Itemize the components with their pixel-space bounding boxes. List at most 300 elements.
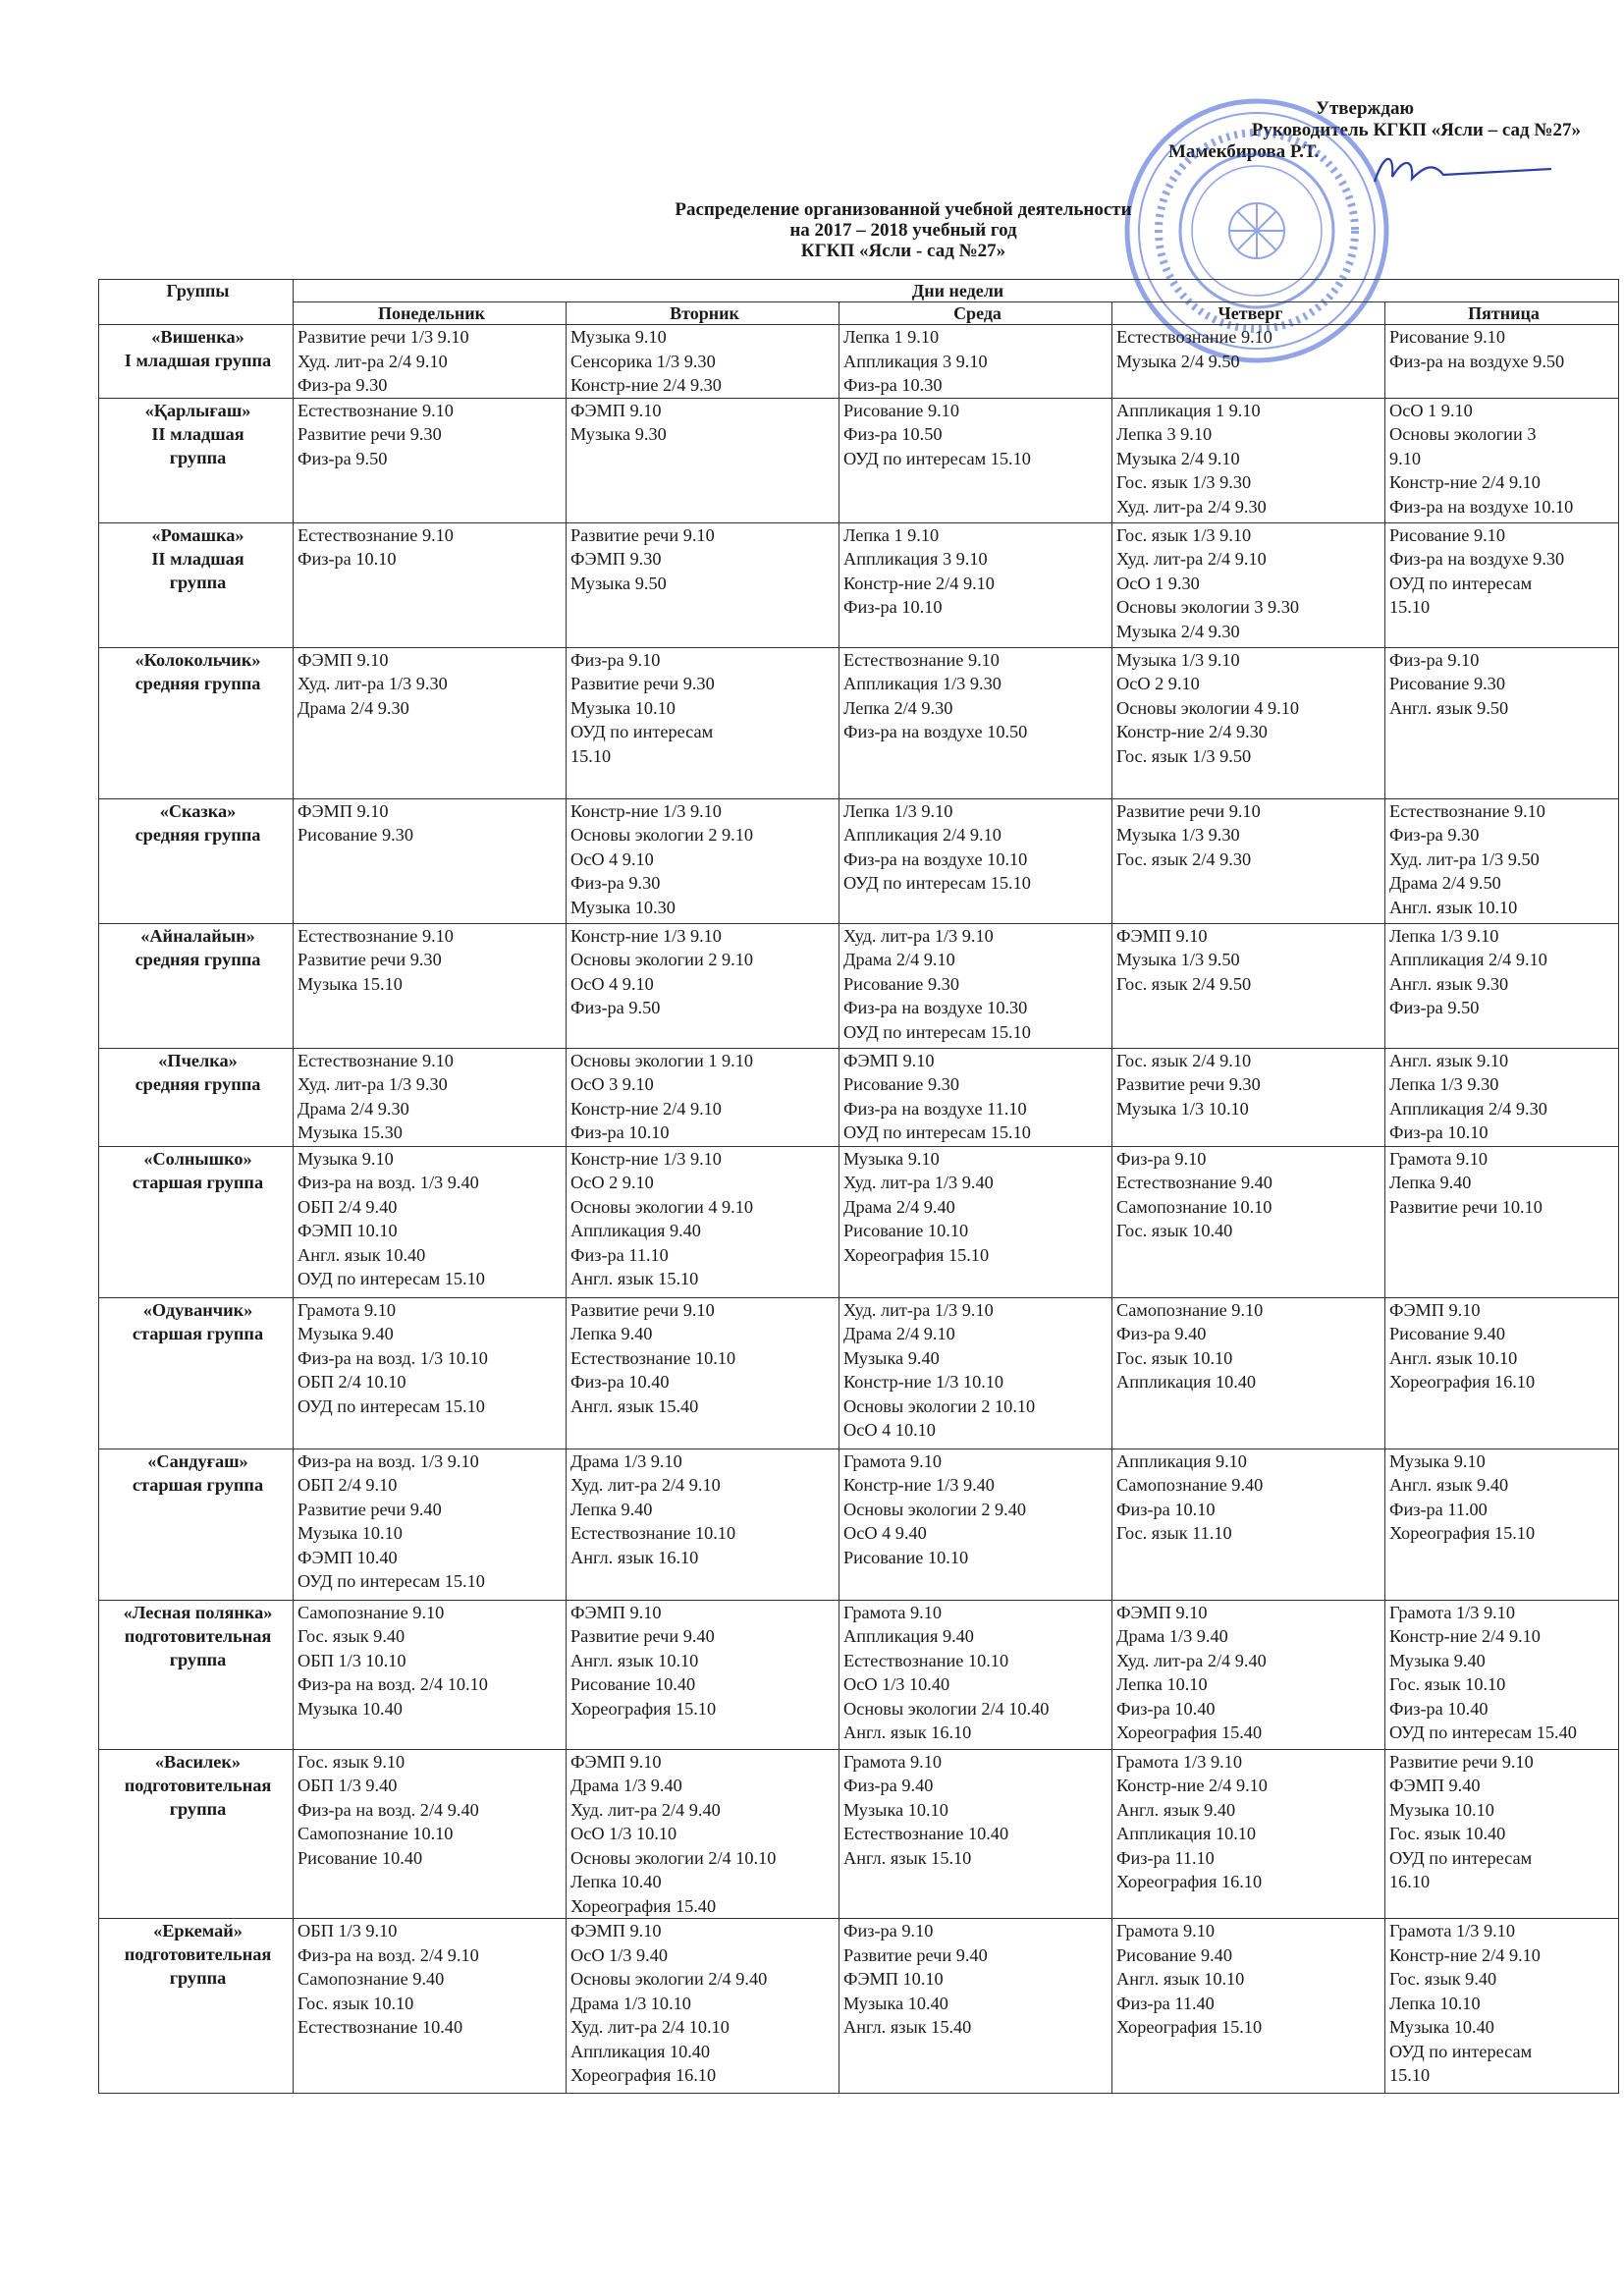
activity-entry: ФЭМП 9.10 bbox=[298, 800, 389, 821]
activity-entry: Хореография 16.10 bbox=[570, 2065, 717, 2085]
activity-entry: Констр-ние 1/3 9.40 bbox=[843, 1475, 995, 1495]
activity-entry: Развитие речи 9.40 bbox=[570, 1626, 715, 1646]
activity-entry: ФЭМП 9.10 bbox=[1116, 925, 1208, 946]
activity-entry: Самопознание 9.40 bbox=[1116, 1475, 1264, 1495]
activity-entry: ОсО 1/3 10.40 bbox=[843, 1674, 950, 1694]
group-name-line: I младшая группа bbox=[124, 351, 272, 370]
schedule-cell bbox=[567, 798, 839, 923]
schedule-cell bbox=[1385, 1146, 1619, 1297]
activity-entry: ОсО 2 9.10 bbox=[1116, 674, 1200, 693]
activity-entry: Естествознание 10.10 bbox=[570, 1523, 736, 1543]
activity-entry: Лепка 1/3 9.30 bbox=[1389, 1074, 1499, 1094]
activity-entry: Англ. язык 15.40 bbox=[570, 1395, 699, 1416]
group-name-cell bbox=[99, 522, 294, 647]
group-name-line: группа bbox=[169, 447, 227, 467]
activity-entry: Физ-ра 9.40 bbox=[843, 1776, 934, 1795]
activity-entry: Гос. язык 2/4 9.30 bbox=[1116, 848, 1252, 869]
activity-entry: Физ-ра 10.40 bbox=[1389, 1698, 1489, 1719]
activity-entry: Основы экологии 2 9.10 bbox=[570, 825, 754, 845]
approval-position: Руководитель КГКП «Ясли – сад №27» bbox=[1251, 120, 1581, 140]
schedule-cell bbox=[839, 647, 1112, 798]
activity-entry: Музыка 2/4 9.10 bbox=[1116, 448, 1240, 468]
activity-entry: Развитие речи 9.30 bbox=[298, 950, 442, 969]
table-row bbox=[99, 647, 1619, 798]
approval-block bbox=[1149, 98, 1581, 163]
activity-entry: Музыка 10.10 bbox=[1389, 1799, 1494, 1820]
activity-entry: Естествознание 10.40 bbox=[843, 1824, 1009, 1843]
activity-entry: Гос. язык 10.40 bbox=[1116, 1221, 1233, 1240]
activity-entry: ФЭМП 9.10 bbox=[570, 1751, 662, 1772]
group-name-line: подготовительная bbox=[124, 1775, 272, 1795]
activity-entry: Англ. язык 10.10 bbox=[570, 1650, 699, 1670]
activity-entry: 15.10 bbox=[1389, 597, 1431, 617]
group-name-cell bbox=[99, 1749, 294, 1919]
schedule-cell bbox=[839, 923, 1112, 1048]
activity-entry: Развитие речи 9.40 bbox=[843, 1944, 988, 1965]
activity-entry: Грамота 9.10 bbox=[843, 1602, 943, 1622]
group-name-cell bbox=[99, 1297, 294, 1449]
schedule-cell bbox=[1385, 1449, 1619, 1600]
activity-entry: Физ-ра на воздухе 10.10 bbox=[843, 848, 1028, 869]
group-name-cell bbox=[99, 1146, 294, 1297]
activity-entry: Грамота 9.10 bbox=[843, 1751, 943, 1772]
activity-entry: Рисование 9.40 bbox=[1116, 1944, 1232, 1965]
activity-entry: ФЭМП 9.10 bbox=[298, 649, 389, 670]
activity-entry: ФЭМП 9.10 bbox=[570, 1921, 662, 1941]
schedule-cell bbox=[839, 798, 1112, 923]
activity-entry: ОсО 3 9.10 bbox=[570, 1074, 654, 1094]
activity-entry: Грамота 1/3 9.10 bbox=[1389, 1921, 1515, 1941]
schedule-cell bbox=[567, 1919, 839, 2094]
activity-entry: Музыка 10.40 bbox=[298, 1698, 403, 1719]
activity-entry: Драма 1/3 10.10 bbox=[570, 1993, 691, 2013]
group-name-line: «Колокольчик» bbox=[135, 649, 261, 670]
activity-entry: Грамота 1/3 9.10 bbox=[1389, 1602, 1515, 1622]
title-line-1: Распределение организованной учебной деятельности bbox=[675, 199, 1132, 220]
activity-entry: Гос. язык 10.10 bbox=[298, 1993, 414, 2013]
activity-entry: Аппликация 3 9.10 bbox=[843, 549, 988, 569]
schedule-cell bbox=[1112, 1919, 1385, 2094]
activity-entry: Лепка 9.40 bbox=[1389, 1173, 1472, 1192]
activity-entry: Лепка 9.40 bbox=[570, 1324, 653, 1343]
activity-entry: Констр-ние 2/4 9.10 bbox=[570, 1098, 722, 1119]
activity-entry: Лепка 10.10 bbox=[1116, 1674, 1208, 1694]
activity-entry: Худ. лит-ра 2/4 9.10 bbox=[298, 351, 448, 371]
activity-entry: Хореография 15.10 bbox=[1116, 2017, 1263, 2037]
activity-entry: Развитие речи 9.10 bbox=[570, 524, 715, 545]
activity-entry: Физ-ра 10.10 bbox=[843, 597, 943, 617]
activity-entry: Аппликация 2/4 9.30 bbox=[1389, 1098, 1547, 1119]
schedule-cell bbox=[567, 1749, 839, 1919]
schedule-cell bbox=[1112, 1048, 1385, 1146]
group-name-line: «Айналайын» bbox=[140, 925, 255, 946]
group-name-line: «Еркемай» bbox=[153, 1921, 243, 1941]
activity-entry: Худ. лит-ра 1/3 9.10 bbox=[843, 1299, 994, 1320]
activity-entry: Самопознание 9.10 bbox=[1116, 1299, 1264, 1320]
activity-entry: Физ-ра на воздухе 10.30 bbox=[843, 998, 1028, 1017]
activity-entry: Рисование 10.10 bbox=[843, 1547, 969, 1567]
schedule-cell bbox=[839, 1146, 1112, 1297]
activity-entry: ФЭМП 9.10 bbox=[1116, 1602, 1208, 1622]
activity-entry: Музыка 1/3 9.50 bbox=[1116, 950, 1240, 969]
activity-entry: Англ. язык 15.10 bbox=[843, 1847, 972, 1868]
schedule-cell bbox=[294, 1146, 567, 1297]
table-row bbox=[99, 325, 1619, 399]
activity-entry: Констр-ние 2/4 9.30 bbox=[570, 375, 722, 395]
activity-entry: Хореография 15.10 bbox=[570, 1698, 717, 1719]
activity-entry: Рисование 10.40 bbox=[298, 1847, 423, 1868]
schedule-cell bbox=[294, 1297, 567, 1449]
schedule-cell bbox=[1112, 1449, 1385, 1600]
activity-entry: Естествознание 9.10 bbox=[298, 400, 454, 420]
schedule-cell bbox=[839, 1749, 1112, 1919]
activity-entry: Физ-ра 9.30 bbox=[298, 375, 388, 395]
activity-entry: Констр-ние 2/4 9.10 bbox=[1116, 1776, 1268, 1795]
activity-entry: Англ. язык 16.10 bbox=[570, 1547, 699, 1567]
activity-entry: ФЭМП 9.10 bbox=[570, 400, 662, 420]
schedule-cell bbox=[839, 1297, 1112, 1449]
activity-entry: Музыка 1/3 10.10 bbox=[1116, 1098, 1249, 1119]
activity-entry: Самопознание 9.40 bbox=[298, 1969, 445, 1989]
schedule-cell bbox=[1385, 398, 1619, 522]
activity-entry: Музыка 10.10 bbox=[570, 697, 676, 718]
activity-entry: Констр-ние 2/4 9.30 bbox=[1116, 722, 1268, 741]
group-name-line: старшая группа bbox=[132, 1474, 264, 1495]
activity-entry: Драма 2/4 9.10 bbox=[843, 950, 955, 969]
activity-entry: Физ-ра 10.30 bbox=[843, 375, 943, 395]
activity-entry: Физ-ра 9.40 bbox=[1116, 1324, 1207, 1343]
activity-entry: ОсО 1/3 9.40 bbox=[570, 1944, 669, 1965]
activity-entry: Естествознание 9.40 bbox=[1116, 1173, 1272, 1192]
activity-entry: Музыка 9.10 bbox=[570, 327, 667, 347]
activity-entry: 9.10 bbox=[1389, 448, 1421, 468]
activity-entry: Худ. лит-ра 2/4 9.40 bbox=[570, 1799, 721, 1820]
group-name-line: «Солнышко» bbox=[143, 1148, 252, 1169]
activity-entry: Музыка 1/3 9.30 bbox=[1116, 825, 1240, 845]
activity-entry: Англ. язык 10.10 bbox=[1116, 1969, 1245, 1989]
activity-entry: Лепка 9.40 bbox=[570, 1499, 653, 1519]
activity-entry: Аппликация 10.40 bbox=[570, 2041, 711, 2061]
activity-entry: Физ-ра 10.50 bbox=[843, 424, 943, 444]
group-name-line: средняя группа bbox=[135, 1073, 261, 1094]
schedule-cell bbox=[1385, 1048, 1619, 1146]
activity-entry: Физ-ра 9.50 bbox=[1389, 998, 1480, 1017]
activity-entry: Музыка 9.10 bbox=[298, 1148, 394, 1169]
table-row bbox=[99, 398, 1619, 522]
activity-entry: Аппликация 10.40 bbox=[1116, 1372, 1257, 1392]
activity-entry: Драма 2/4 9.30 bbox=[298, 697, 409, 718]
schedule-cell bbox=[567, 923, 839, 1048]
activity-entry: ОсО 4 9.10 bbox=[570, 848, 654, 869]
activity-entry: ОсО 2 9.10 bbox=[570, 1173, 654, 1192]
activity-entry: Музыка 9.10 bbox=[843, 1148, 940, 1169]
activity-entry: Естествознание 10.10 bbox=[570, 1347, 736, 1368]
activity-entry: ОБП 1/3 9.10 bbox=[298, 1921, 398, 1941]
activity-entry: ОсО 4 9.10 bbox=[570, 973, 654, 994]
activity-entry: Рисование 9.10 bbox=[1389, 524, 1505, 545]
schedule-cell bbox=[294, 798, 567, 923]
table-row bbox=[99, 1449, 1619, 1600]
activity-entry: Физ-ра 9.30 bbox=[570, 873, 661, 893]
groups-header: Группы bbox=[99, 280, 294, 325]
activity-entry: Грамота 9.10 bbox=[1116, 1921, 1216, 1941]
group-name-line: «Қарлығаш» bbox=[144, 400, 251, 420]
group-name-line: группа bbox=[169, 1798, 227, 1819]
activity-entry: Хореография 15.40 bbox=[570, 1895, 717, 1916]
group-name-cell bbox=[99, 398, 294, 522]
activity-entry: Гос. язык 1/3 9.50 bbox=[1116, 745, 1252, 766]
group-name-line: «Сказка» bbox=[159, 800, 237, 821]
activity-entry: ОсО 4 10.10 bbox=[843, 1420, 936, 1440]
schedule-cell bbox=[294, 1749, 567, 1919]
activity-entry: Физ-ра 10.40 bbox=[570, 1372, 670, 1392]
activity-entry: ФЭМП 10.10 bbox=[843, 1969, 944, 1989]
activity-entry: ФЭМП 10.10 bbox=[298, 1221, 398, 1240]
activity-entry: Аппликация 9.40 bbox=[843, 1626, 974, 1646]
activity-entry: ФЭМП 9.10 bbox=[1389, 1299, 1481, 1320]
table-row bbox=[99, 798, 1619, 923]
activity-entry: Основы экологии 1 9.10 bbox=[570, 1050, 754, 1070]
activity-entry: Естествознание 9.10 bbox=[1389, 800, 1545, 821]
activity-entry: Англ. язык 16.10 bbox=[843, 1722, 972, 1742]
schedule-cell bbox=[294, 1919, 567, 2094]
activity-entry: Основы экологии 2 9.40 bbox=[843, 1499, 1027, 1519]
activity-entry: Физ-ра 9.10 bbox=[1116, 1148, 1207, 1169]
activity-entry: ОУД по интересам 15.10 bbox=[298, 1571, 485, 1591]
schedule-cell bbox=[567, 1297, 839, 1449]
schedule-cell bbox=[567, 1449, 839, 1600]
activity-entry: ОсО 1 9.10 bbox=[1389, 400, 1473, 420]
schedule-cell bbox=[567, 398, 839, 522]
activity-entry: Музыка 15.30 bbox=[298, 1122, 403, 1142]
table-row bbox=[99, 1146, 1619, 1297]
table-row bbox=[99, 923, 1619, 1048]
activity-entry: Основы экологии 3 bbox=[1389, 424, 1537, 444]
activity-entry: Гос. язык 10.40 bbox=[1389, 1824, 1506, 1843]
activity-entry: Констр-ние 2/4 9.10 bbox=[1389, 1626, 1541, 1646]
activity-entry: Развитие речи 9.30 bbox=[298, 424, 442, 444]
activity-entry: Драма 2/4 9.30 bbox=[298, 1098, 409, 1119]
schedule-cell bbox=[839, 522, 1112, 647]
activity-entry: Аппликация 3 9.10 bbox=[843, 351, 988, 371]
activity-entry: Естествознание 9.10 bbox=[298, 925, 454, 946]
group-name-line: средняя группа bbox=[135, 949, 261, 969]
activity-entry: Физ-ра на возд. 1/3 10.10 bbox=[298, 1347, 488, 1368]
schedule-cell bbox=[1385, 522, 1619, 647]
activity-entry: ОУД по интересам 15.10 bbox=[298, 1269, 485, 1288]
activity-entry: ОсО 1/3 10.10 bbox=[570, 1824, 677, 1843]
schedule-cell bbox=[1112, 1146, 1385, 1297]
table-row bbox=[99, 1297, 1619, 1449]
activity-entry: Музыка 10.40 bbox=[843, 1993, 948, 2013]
group-name-line: средняя группа bbox=[135, 824, 261, 845]
activity-entry: Лепка 1 9.10 bbox=[843, 524, 940, 545]
schedule-cell bbox=[1385, 647, 1619, 798]
activity-entry: Основы экологии 2/4 10.10 bbox=[570, 1847, 777, 1868]
activity-entry: Музыка 10.40 bbox=[1389, 2017, 1494, 2037]
schedule-cell bbox=[1385, 1297, 1619, 1449]
activity-entry: Самопознание 10.10 bbox=[1116, 1196, 1272, 1217]
activity-entry: Англ. язык 9.40 bbox=[1389, 1475, 1509, 1495]
activity-entry: Естествознание 10.10 bbox=[843, 1650, 1009, 1670]
activity-entry: Англ. язык 15.40 bbox=[843, 2017, 972, 2037]
activity-entry: Англ. язык 9.50 bbox=[1389, 697, 1509, 718]
activity-entry: Физ-ра 9.10 bbox=[843, 1921, 934, 1941]
activity-entry: Развитие речи 10.10 bbox=[1389, 1196, 1543, 1217]
activity-entry: Рисование 9.30 bbox=[1389, 674, 1505, 693]
activity-entry: Музыка 10.10 bbox=[843, 1799, 948, 1820]
table-row bbox=[99, 1919, 1619, 2094]
activity-entry: Драма 2/4 9.50 bbox=[1389, 873, 1501, 893]
activity-entry: Хореография 15.10 bbox=[1389, 1523, 1536, 1543]
activity-entry: Музыка 2/4 9.50 bbox=[1116, 351, 1240, 371]
activity-entry: Констр-ние 1/3 9.10 bbox=[570, 800, 722, 821]
activity-entry: Гос. язык 10.10 bbox=[1116, 1347, 1233, 1368]
schedule-cell bbox=[839, 1048, 1112, 1146]
activity-entry: Основы экологии 2 10.10 bbox=[843, 1395, 1036, 1416]
activity-entry: ОУД по интересам 15.10 bbox=[843, 1122, 1031, 1142]
group-name-line: подготовительная bbox=[124, 1625, 272, 1646]
table-header-row bbox=[99, 280, 1619, 302]
activity-entry: 15.10 bbox=[570, 745, 612, 766]
activity-entry: Гос. язык 2/4 9.10 bbox=[1116, 1050, 1252, 1070]
activity-entry: Англ. язык 10.40 bbox=[298, 1244, 426, 1265]
activity-entry: Гос. язык 9.10 bbox=[298, 1751, 406, 1772]
activity-entry: Рисование 9.10 bbox=[843, 400, 959, 420]
activity-entry: ОУД по интересам bbox=[1389, 1847, 1533, 1868]
schedule-cell bbox=[294, 522, 567, 647]
activity-entry: Рисование 9.30 bbox=[843, 1074, 959, 1094]
schedule-cell bbox=[839, 1449, 1112, 1600]
activity-entry: Музыка 2/4 9.30 bbox=[1116, 621, 1240, 641]
activity-entry: Худ. лит-ра 1/3 9.30 bbox=[298, 1074, 448, 1094]
activity-entry: Худ. лит-ра 2/4 9.30 bbox=[1116, 496, 1267, 517]
activity-entry: ОУД по интересам 15.10 bbox=[843, 448, 1031, 468]
group-name-line: средняя группа bbox=[135, 673, 261, 693]
schedule-cell bbox=[1112, 647, 1385, 798]
schedule-cell bbox=[1385, 923, 1619, 1048]
group-name-line: «Пчелка» bbox=[158, 1050, 238, 1070]
activity-entry: Развитие речи 9.10 bbox=[570, 1299, 715, 1320]
activity-entry: Рисование 9.30 bbox=[843, 973, 959, 994]
activity-entry: 15.10 bbox=[1389, 2065, 1431, 2085]
activity-entry: Музыка 9.50 bbox=[570, 573, 667, 593]
group-name-line: «Ромашка» bbox=[151, 524, 244, 545]
activity-entry: Основы экологии 3 9.30 bbox=[1116, 597, 1300, 617]
activity-entry: Физ-ра на воздухе 11.10 bbox=[843, 1098, 1027, 1119]
activity-entry: Основы экологии 4 9.10 bbox=[570, 1196, 754, 1217]
activity-entry: ОБП 1/3 10.10 bbox=[298, 1650, 406, 1670]
activity-entry: Драма 1/3 9.40 bbox=[570, 1776, 682, 1795]
activity-entry: Физ-ра 11.40 bbox=[1116, 1993, 1215, 2013]
schedule-cell bbox=[1112, 325, 1385, 399]
activity-entry: ФЭМП 9.10 bbox=[843, 1050, 935, 1070]
activity-entry: 16.10 bbox=[1389, 1872, 1431, 1891]
schedule-cell bbox=[1112, 798, 1385, 923]
schedule-cell bbox=[839, 1600, 1112, 1749]
day-header: Четверг bbox=[1112, 302, 1385, 325]
activity-entry: Констр-ние 2/4 9.10 bbox=[1389, 1944, 1541, 1965]
schedule-body bbox=[99, 325, 1619, 2094]
group-name-line: «Лесная полянка» bbox=[123, 1602, 273, 1622]
activity-entry: Драма 1/3 9.10 bbox=[570, 1450, 682, 1471]
activity-entry: Англ. язык 10.10 bbox=[1389, 897, 1518, 917]
activity-entry: Англ. язык 9.40 bbox=[1116, 1799, 1236, 1820]
activity-entry: Физ-ра 9.10 bbox=[570, 649, 661, 670]
day-header: Вторник bbox=[567, 302, 839, 325]
schedule-cell bbox=[294, 647, 567, 798]
activity-entry: Музыка 15.10 bbox=[298, 973, 403, 994]
activity-entry: Худ. лит-ра 1/3 9.50 bbox=[1389, 848, 1540, 869]
activity-entry: Гос. язык 11.10 bbox=[1116, 1523, 1232, 1543]
activity-entry: Грамота 9.10 bbox=[843, 1450, 943, 1471]
activity-entry: Музыка 10.30 bbox=[570, 897, 676, 917]
activity-entry: Физ-ра на возд. 1/3 9.40 bbox=[298, 1173, 479, 1192]
activity-entry: Музыка 10.10 bbox=[298, 1523, 403, 1543]
document-title bbox=[373, 199, 1434, 261]
activity-entry: Драма 2/4 9.10 bbox=[843, 1324, 955, 1343]
activity-entry: Аппликация 10.10 bbox=[1116, 1824, 1257, 1843]
group-name-line: старшая группа bbox=[132, 1172, 264, 1192]
activity-entry: Худ. лит-ра 1/3 9.40 bbox=[843, 1173, 994, 1192]
group-name-line: «Василек» bbox=[154, 1751, 242, 1772]
activity-entry: Самопознание 10.10 bbox=[298, 1824, 454, 1843]
activity-entry: Физ-ра 9.50 bbox=[570, 998, 661, 1017]
group-name-cell bbox=[99, 647, 294, 798]
activity-entry: Хореография 16.10 bbox=[1116, 1872, 1263, 1891]
activity-entry: Гос. язык 1/3 9.10 bbox=[1116, 524, 1252, 545]
activity-entry: Естествознание 9.10 bbox=[298, 524, 454, 545]
schedule-cell bbox=[1385, 798, 1619, 923]
schedule-cell bbox=[1385, 1749, 1619, 1919]
group-name-line: группа bbox=[169, 1649, 227, 1669]
activity-entry: Физ-ра 10.10 bbox=[298, 549, 397, 569]
schedule-cell bbox=[1112, 1297, 1385, 1449]
activity-entry: Музыка 1/3 9.10 bbox=[1116, 649, 1240, 670]
approval-name: Мамекбирова Р.Т. bbox=[1168, 141, 1320, 162]
group-name-cell bbox=[99, 1600, 294, 1749]
activity-entry: Лепка 10.10 bbox=[1389, 1993, 1481, 2013]
activity-entry: Основы экологии 2 9.10 bbox=[570, 950, 754, 969]
activity-entry: Физ-ра на воздухе 9.30 bbox=[1389, 549, 1565, 569]
activity-entry: Аппликация 9.40 bbox=[570, 1221, 701, 1240]
activity-entry: Лепка 3 9.10 bbox=[1116, 424, 1213, 444]
day-names-row bbox=[99, 302, 1619, 325]
group-name-cell bbox=[99, 325, 294, 399]
activity-entry: Музыка 9.10 bbox=[1389, 1450, 1486, 1471]
activity-entry: ФЭМП 9.40 bbox=[1389, 1776, 1481, 1795]
activity-entry: Физ-ра 10.10 bbox=[1116, 1499, 1216, 1519]
group-name-line: подготовительная bbox=[124, 1944, 272, 1964]
schedule-cell bbox=[567, 1600, 839, 1749]
activity-entry: Музыка 9.40 bbox=[1389, 1650, 1486, 1670]
group-name-line: II младшая bbox=[151, 548, 244, 569]
activity-entry: ФЭМП 10.40 bbox=[298, 1547, 398, 1567]
activity-entry: ОУД по интересам bbox=[570, 722, 714, 741]
schedule-cell bbox=[294, 923, 567, 1048]
activity-entry: Англ. язык 15.10 bbox=[570, 1269, 699, 1288]
title-line-3: КГКП «Ясли - сад №27» bbox=[800, 241, 1006, 261]
activity-entry: ФЭМП 9.10 bbox=[570, 1602, 662, 1622]
days-header: Дни недели bbox=[294, 280, 1619, 302]
group-name-line: группа bbox=[169, 572, 227, 592]
activity-entry: Развитие речи 9.30 bbox=[1116, 1074, 1261, 1094]
activity-entry: Естествознание 9.10 bbox=[298, 1050, 454, 1070]
activity-entry: Лепка 1 9.10 bbox=[843, 327, 940, 347]
activity-entry: Худ. лит-ра 2/4 9.10 bbox=[570, 1475, 721, 1495]
activity-entry: Аппликация 2/4 9.10 bbox=[843, 825, 1001, 845]
schedule-cell bbox=[1112, 1749, 1385, 1919]
